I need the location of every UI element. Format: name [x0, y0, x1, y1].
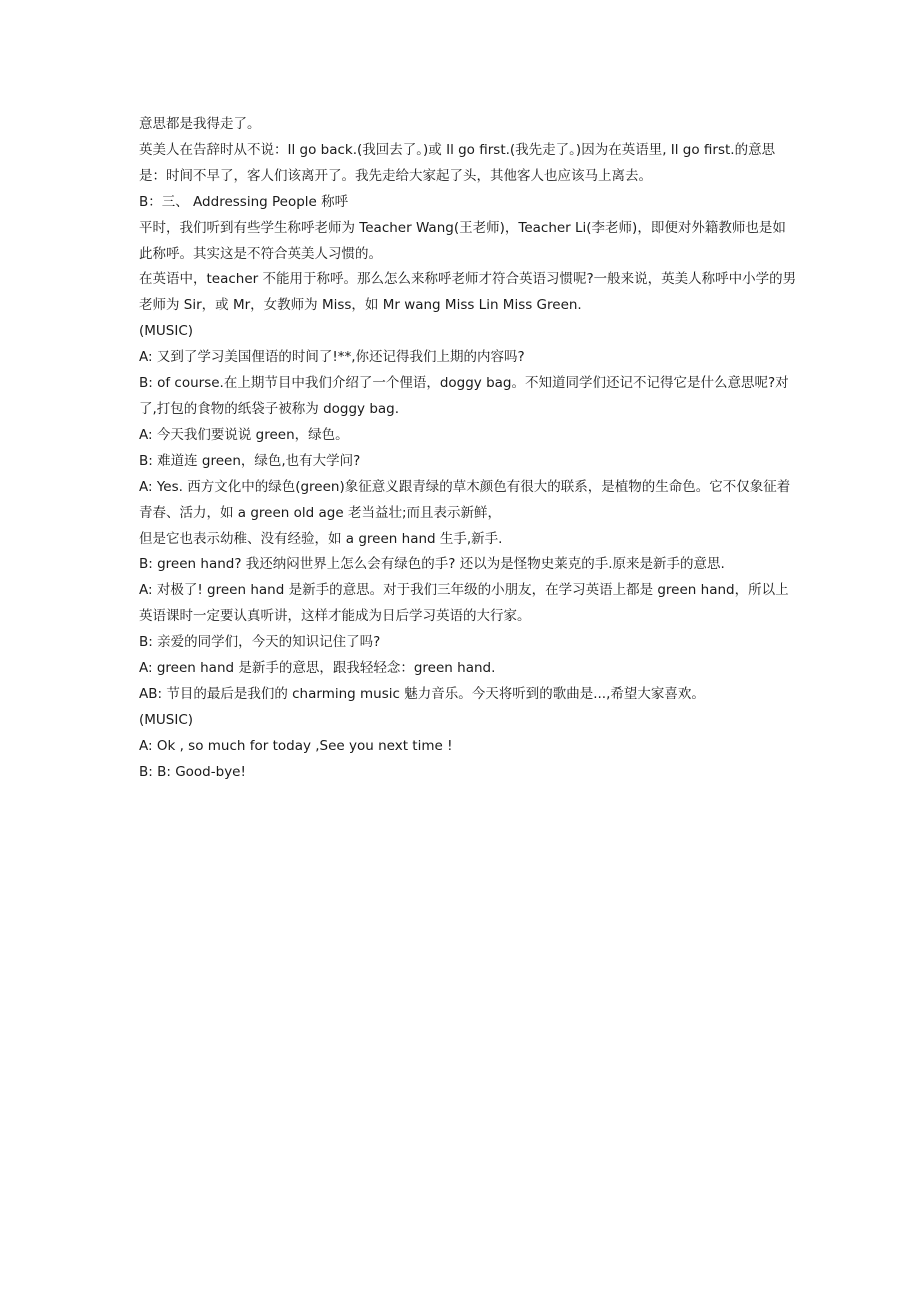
dialogue-line: A: 对极了! green hand 是新手的意思。对于我们三年级的小朋友，在学习英语上都是 green hand，所以上英语课时一定要认真听讲，这样才能成为日后学习英语的大行家。 [139, 582, 789, 625]
dialogue-line: B: green hand? 我还纳闷世界上怎么会有绿色的手? 还以为是怪物史莱克的手.原来是新手的意思. [139, 556, 725, 573]
document-body [139, 112, 799, 786]
paragraph: 英美人在告辞时从不说：Il go back.(我回去了。)或 Il go first.(我先走了。)因为在英语里, Il go first.的意思是：时间不早了，客人们该离开了。我先走给大家起了头，其他客人也应该马上离去。 [139, 141, 776, 184]
paragraph: 在英语中，teacher 不能用于称呼。那么怎么来称呼老师才符合英语习惯呢?一般来说，英美人称呼中小学的男老师为 Sir，或 Mr，女教师为 Miss，如 Mr wang Miss Lin Miss Green. [139, 271, 797, 314]
paragraph: 意思都是我得走了。 [139, 116, 261, 132]
stage-direction: (MUSIC) [139, 323, 194, 340]
section-heading: B：三、 Addressing People 称呼 [139, 193, 349, 210]
stage-direction: (MUSIC) [139, 711, 194, 728]
dialogue-line: B: 亲爱的同学们，今天的知识记住了吗? [139, 634, 381, 651]
dialogue-line: B: 难道连 green，绿色,也有大学问? [139, 452, 361, 469]
dialogue-line: A: 又到了学习美国俚语的时间了!**,你还记得我们上期的内容吗? [139, 349, 525, 366]
dialogue-line: A: Ok , so much for today ,See you next time ! [139, 737, 453, 754]
paragraph: 平时，我们听到有些学生称呼老师为 Teacher Wang(王老师)，Teacher Li(李老师)，即便对外籍教师也是如此称呼。其实这是不符合英美人习惯的。 [139, 219, 786, 262]
dialogue-line: AB: 节目的最后是我们的 charming music 魅力音乐。今天将听到的歌曲是...,希望大家喜欢。 [139, 685, 705, 702]
dialogue-line: B: B: Good-bye! [139, 763, 246, 780]
dialogue-line: A: green hand 是新手的意思，跟我轻轻念：green hand. [139, 660, 496, 677]
dialogue-line: A: 今天我们要说说 green，绿色。 [139, 426, 349, 443]
dialogue-line: A: Yes. 西方文化中的绿色(green)象征意义跟青绿的草木颜色有很大的联系，是植物的生命色。它不仅象征着青春、活力，如 a green old age 老当益壮;而且表示新鲜， [139, 478, 791, 521]
dialogue-line: 但是它也表示幼稚、没有经验，如 a green hand 生手,新手. [139, 530, 503, 547]
dialogue-line: B: of course.在上期节目中我们介绍了一个俚语，doggy bag。不知道同学们还记不记得它是什么意思呢?对了,打包的食物的纸袋子被称为 doggy bag. [139, 375, 789, 417]
